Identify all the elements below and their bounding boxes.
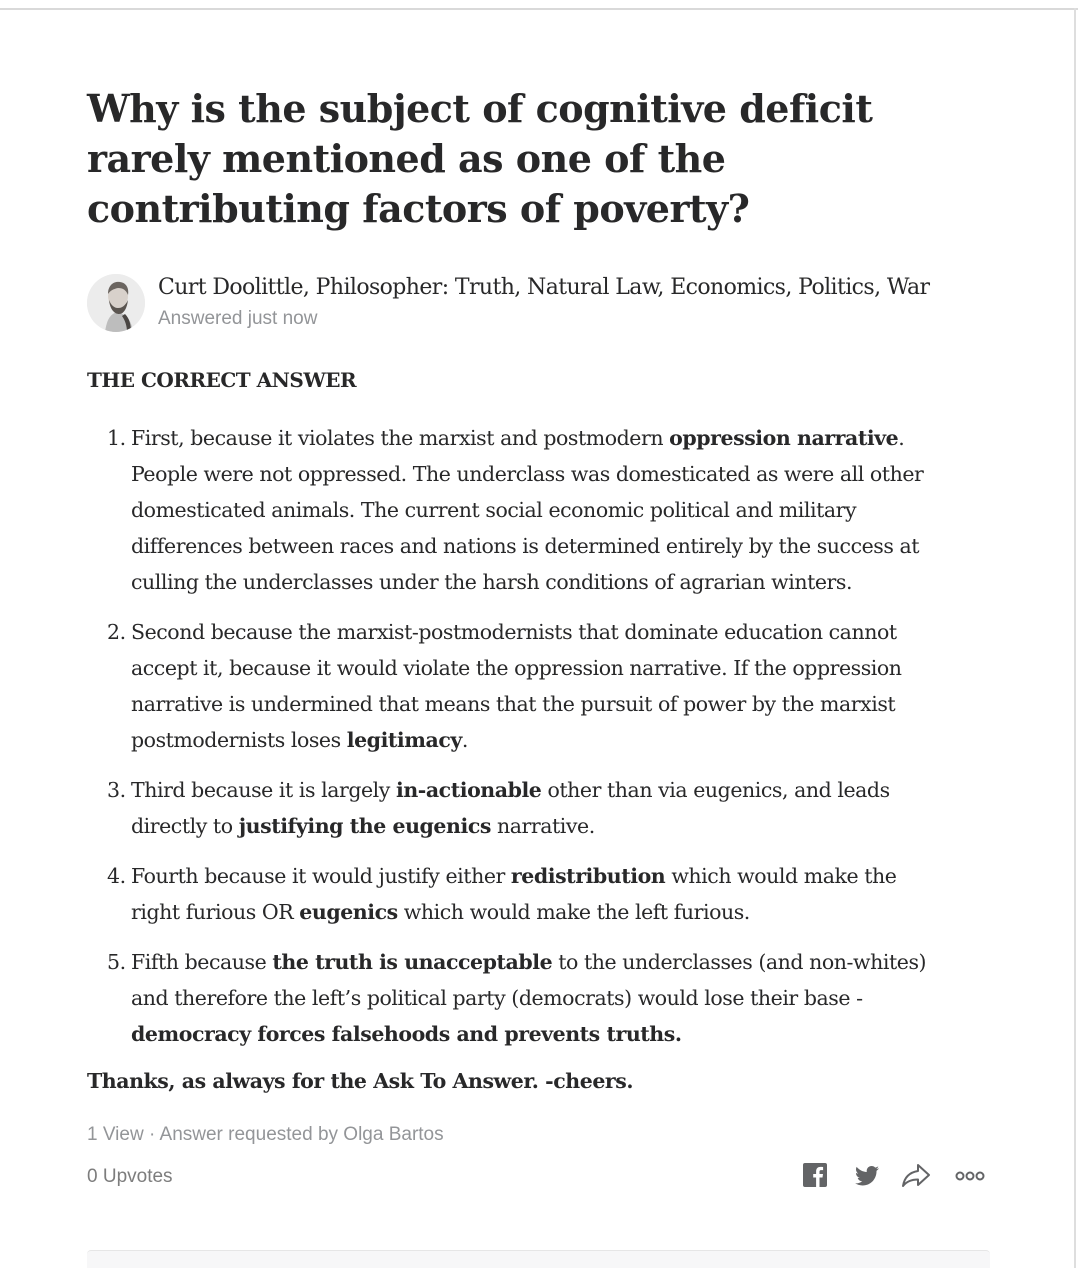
list-number: 4.	[107, 864, 126, 888]
avatar[interactable]	[87, 274, 145, 332]
answer-meta	[87, 1122, 990, 1148]
list-item	[87, 858, 951, 930]
more-icon	[952, 1160, 988, 1190]
share-icon	[900, 1160, 932, 1190]
list-item	[87, 944, 951, 1052]
twitter-share-button[interactable]	[852, 1160, 882, 1190]
list-item	[87, 420, 951, 600]
answer-heading: THE CORRECT ANSWER	[87, 368, 357, 392]
item-bold-text: the truth is unacceptable	[272, 950, 553, 974]
list-item	[87, 614, 951, 758]
answer-list	[87, 420, 990, 1052]
item-bold-text: in-actionable	[396, 778, 542, 802]
item-text: .	[461, 728, 468, 752]
avatar-portrait-icon	[87, 274, 145, 332]
item-text: First, because it violates the marxist and postmodern	[131, 426, 670, 450]
answer-content	[87, 84, 990, 1194]
item-bold-text: eugenics	[299, 900, 398, 924]
item-bold-text: oppression narrative	[669, 426, 899, 450]
question-title[interactable]: Why is the subject of cognitive deficit rarely mentioned as one of the contributing factors of poverty?	[87, 86, 873, 231]
list-number: 2.	[107, 620, 126, 644]
answer-timestamp[interactable]: Answered just now	[158, 308, 318, 329]
item-bold-text: legitimacy	[346, 728, 462, 752]
comments-box[interactable]	[87, 1250, 990, 1268]
item-text: . People were not oppressed. The underclass was domesticated as were all other domesticated animals. The current social economic political and military differences between races and nations is determined entirely by the success at culling the underclasses under the harsh conditions of agrarian winters.	[131, 426, 924, 594]
author-row	[87, 274, 990, 338]
right-divider	[1074, 8, 1076, 1268]
item-bold-text: democracy forces falsehoods and prevents truths.	[131, 1022, 682, 1046]
facebook-icon	[800, 1160, 830, 1190]
author-credential[interactable]: Curt Doolittle, Philosopher: Truth, Natural Law, Economics, Politics, War	[158, 275, 930, 300]
share-icons	[800, 1160, 990, 1190]
list-item	[87, 772, 951, 844]
share-button[interactable]	[900, 1160, 930, 1190]
upvote-count[interactable]: 0 Upvotes	[87, 1166, 173, 1187]
meta-separator: ·	[143, 1124, 160, 1145]
item-bold-text: redistribution	[510, 864, 666, 888]
item-text: narrative.	[490, 814, 595, 838]
item-text: to the underclasses (and non-whites) and therefore the left’s political party (democrats) would lose their base -	[131, 950, 927, 1010]
item-text: Second because the marxist-postmodernists that dominate education cannot accept it, because it would violate the oppression narrative. If the oppression narrative is undermined that means that the pursuit of power by the marxist postmodernists loses	[131, 620, 902, 752]
author-info	[158, 273, 929, 332]
item-text: which would make the left furious.	[397, 900, 750, 924]
item-text: other than via eugenics, and leads directly to	[131, 778, 890, 838]
action-row	[87, 1164, 990, 1194]
view-count[interactable]: 1 View	[87, 1124, 144, 1145]
item-bold-text: justifying the eugenics	[238, 814, 491, 838]
list-number: 1.	[107, 426, 126, 450]
top-divider	[0, 8, 1078, 10]
item-text: Fifth because	[131, 950, 273, 974]
item-text: which would make the right furious OR	[131, 864, 897, 924]
facebook-share-button[interactable]	[800, 1160, 830, 1190]
list-number: 5.	[107, 950, 126, 974]
requested-by[interactable]: Answer requested by Olga Bartos	[159, 1124, 444, 1145]
item-text: Fourth because it would justify either	[131, 864, 511, 888]
closing-line: Thanks, as always for the Ask To Answer. -cheers.	[87, 1069, 634, 1093]
more-options-button[interactable]	[952, 1160, 988, 1190]
item-text: Third because it is largely	[131, 778, 396, 802]
list-number: 3.	[107, 778, 126, 802]
twitter-icon	[852, 1160, 882, 1190]
